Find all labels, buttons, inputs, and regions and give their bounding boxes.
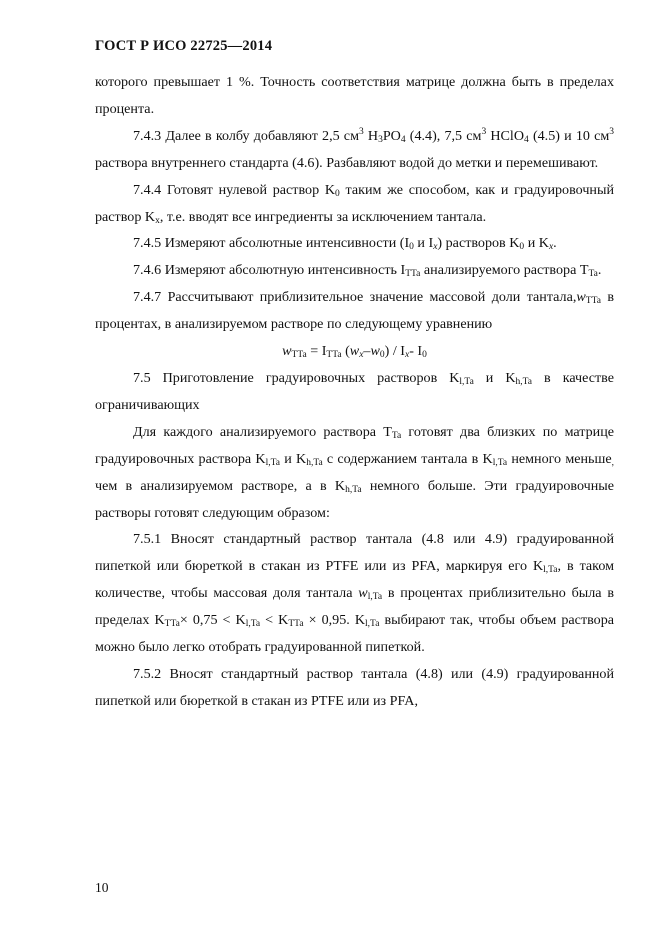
- paragraph-7-5-intro: Для каждого анализируемого раствора $T_{Ta}$ готовят два близких по матрице градуировочных раствора $K_{l,Ta}$ и $K_{h,Ta}$ с содержанием тантала в $K_{l,Ta}$ немного меньше$_,$ чем в анализируемом растворе, а в $K_{h,Ta}$ немного больше. Эти градуировочные растворы готовят следующим образом:: [95, 423, 615, 521]
- paragraph-7-4-3: 7.4.3 Далее в колбу добавляют 2,5 $см^3$ $H_3PO_4$ (4.4), 7,5 $см^3$ HClO$_4$ (4.5) и 10 $см^3$ раствора внутреннего стандарта (4.6). Разбавляют водой до метки и перемешивают.: [95, 126, 614, 171]
- paragraph-continuation: которого превышает 1 %. Точность соответствия матрице должна быть в пределах процента.: [95, 74, 614, 117]
- paragraph-7-4-6: 7.4.6 Измеряют абсолютную интенсивность $I_{TTa}$ анализируемого раствора $T_{Ta}$.: [133, 262, 602, 280]
- document-header: ГОСТ Р ИСО 22725—2014: [95, 38, 273, 54]
- paragraph-7-5: 7.5 Приготовление градуировочных растворов $K_{l,Ta}$ и $K_{h,Ta}$ в качестве ограничивающих: [95, 369, 614, 413]
- paragraph-7-4-4: 7.4.4 Готовят нулевой раствор $K_0$ таким же способом, как и градуировочный раствор $K_x$, т.е. вводят все ингредиенты за исключением тантала.: [95, 181, 614, 226]
- paragraph-7-5-2: 7.5.2 Вносят стандартный раствор тантала (4.8) или (4.9) градуированной пипеткой или бюреткой в стакан из PTFE или из PFA,: [95, 665, 614, 709]
- paragraph-7-4-7: 7.4.7 Рассчитывают приблизительное значение массовой доли $тантала,w_{TTa}$ в процентах, в анализируемом растворе по следующему уравнению: [95, 289, 614, 333]
- page-number: 10: [95, 880, 109, 895]
- paragraph-7-4-5: 7.4.5 Измеряют абсолютные интенсивности ($I_0$ и $I_x$) растворов $K_0$ и $K_x$.: [133, 235, 557, 253]
- document-body: [95, 69, 614, 715]
- equation: $w_{TTa} = I_{TTa}$ $(w_x-w_0) / I_x-$ $I_0$: [282, 343, 427, 361]
- paragraph-7-5-1: 7.5.1 Вносят стандартный раствор тантала (4.8 или 4.9) градуированной пипеткой или бюреткой в стакан из PTFE или из PFA, маркируя его $K_{l,Ta}$, в таком количестве, чтобы массовая доля тантала $w_{l,Ta}$ в процентах приблизительно была в пределах $K_{TTa}\times 0,75 < K_{l,Ta} < K_{TTa} \times 0,95$. $K_{l,Ta}$ выбирают так, чтобы объем раствора можно было легко отобрать градуированной пипеткой.: [95, 531, 615, 656]
